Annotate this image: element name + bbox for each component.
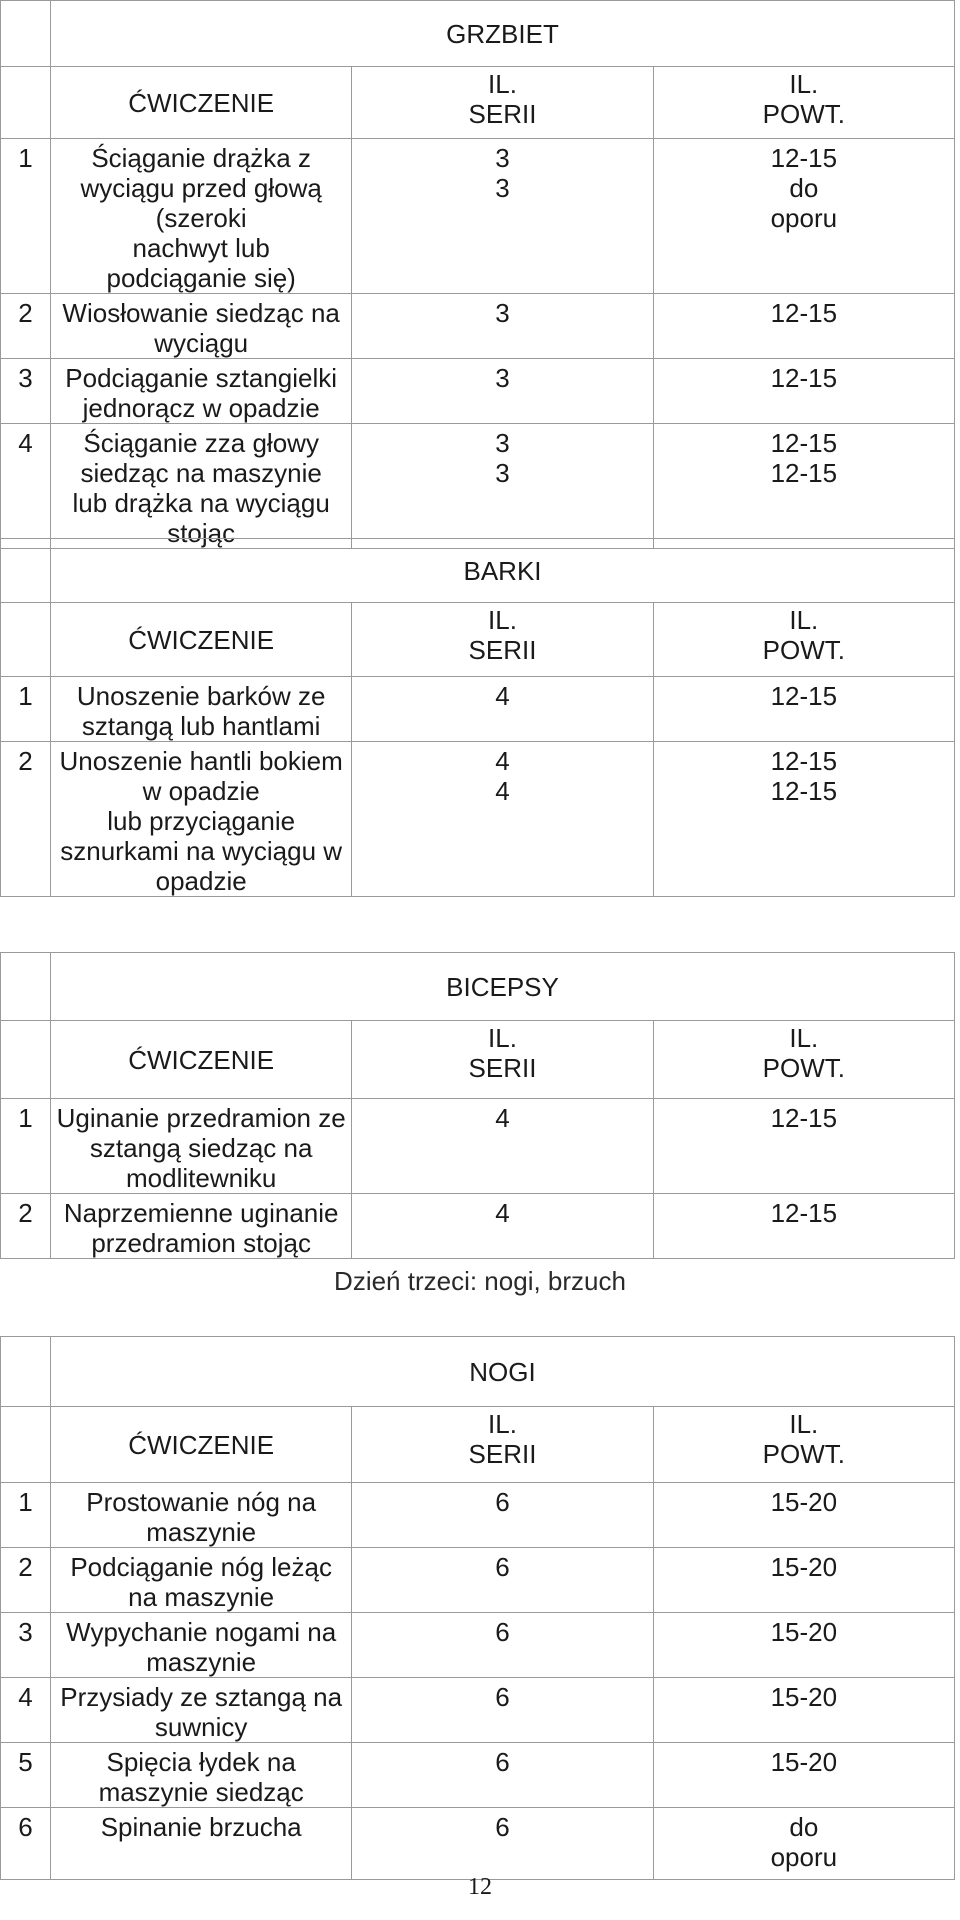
- row-number: 1: [1, 1099, 51, 1194]
- table-row: [1, 1548, 955, 1613]
- row-number: 2: [1, 1194, 51, 1259]
- sets-value: 4: [352, 677, 653, 742]
- header-exercise: ĆWICZENIE: [51, 1021, 352, 1099]
- exercise-name: Podciąganie sztangielki jednorącz w opadzie: [51, 359, 352, 424]
- table-row: [1, 1194, 955, 1259]
- table-row: [1, 1678, 955, 1743]
- corner-cell: [1, 603, 51, 677]
- reps-value: 12-15 12-15: [653, 742, 954, 897]
- section-title: GRZBIET: [51, 1, 955, 67]
- reps-value: 15-20: [653, 1483, 954, 1548]
- sets-value: 3 3: [352, 424, 653, 549]
- header-reps: IL. POWT.: [653, 603, 954, 677]
- table-row: [1, 1483, 955, 1548]
- sets-value: 6: [352, 1548, 653, 1613]
- sets-value: 6: [352, 1743, 653, 1808]
- row-number: 5: [1, 1743, 51, 1808]
- table-bicepsy: [0, 952, 955, 1259]
- table-row: [1, 1808, 955, 1880]
- header-sets: IL. SERII: [352, 1407, 653, 1483]
- table-barki: [0, 538, 955, 897]
- sets-value: 4: [352, 1194, 653, 1259]
- table-row: [1, 424, 955, 549]
- sets-value: 4 4: [352, 742, 653, 897]
- exercise-name: Ściąganie drążka z wyciągu przed głową (szeroki nachwyt lub podciąganie się): [51, 139, 352, 294]
- row-number: 1: [1, 677, 51, 742]
- reps-value: 15-20: [653, 1743, 954, 1808]
- row-number: 2: [1, 742, 51, 897]
- header-exercise: ĆWICZENIE: [51, 1407, 352, 1483]
- exercise-name: Spinanie brzucha: [51, 1808, 352, 1880]
- exercise-name: Unoszenie barków ze sztangą lub hantlami: [51, 677, 352, 742]
- exercise-name: Naprzemienne uginanie przedramion stojąc: [51, 1194, 352, 1259]
- row-number: 2: [1, 1548, 51, 1613]
- row-number: 1: [1, 139, 51, 294]
- reps-value: 15-20: [653, 1678, 954, 1743]
- corner-cell: [1, 1, 51, 67]
- exercise-name: Ściąganie zza głowy siedząc na maszynie lub drążka na wyciągu stojąc: [51, 424, 352, 549]
- reps-value: 12-15 12-15: [653, 424, 954, 549]
- table-row: [1, 139, 955, 294]
- sets-value: 6: [352, 1808, 653, 1880]
- exercise-name: Unoszenie hantli bokiem w opadzie lub przyciąganie sznurkami na wyciągu w opadzie: [51, 742, 352, 897]
- corner-cell: [1, 1407, 51, 1483]
- sets-value: 3 3: [352, 139, 653, 294]
- table-row: [1, 677, 955, 742]
- table-row: [1, 1743, 955, 1808]
- corner-cell: [1, 539, 51, 603]
- row-number: 4: [1, 1678, 51, 1743]
- table-grzbiet: [0, 0, 955, 549]
- reps-value: 15-20: [653, 1548, 954, 1613]
- table-row: [1, 359, 955, 424]
- corner-cell: [1, 953, 51, 1021]
- reps-value: 12-15: [653, 1099, 954, 1194]
- header-reps: IL. POWT.: [653, 67, 954, 139]
- reps-value: 15-20: [653, 1613, 954, 1678]
- exercise-name: Wiosłowanie siedząc na wyciągu: [51, 294, 352, 359]
- exercise-name: Prostowanie nóg na maszynie: [51, 1483, 352, 1548]
- page-number: 12: [468, 1874, 492, 1900]
- header-exercise: ĆWICZENIE: [51, 603, 352, 677]
- table-row: [1, 1613, 955, 1678]
- corner-cell: [1, 1337, 51, 1407]
- reps-value: 12-15 do oporu: [653, 139, 954, 294]
- row-number: 1: [1, 1483, 51, 1548]
- table-row: [1, 1099, 955, 1194]
- row-number: 4: [1, 424, 51, 549]
- sets-value: 6: [352, 1678, 653, 1743]
- table-row: [1, 294, 955, 359]
- corner-cell: [1, 1021, 51, 1099]
- header-reps: IL. POWT.: [653, 1407, 954, 1483]
- exercise-name: Przysiady ze sztangą na suwnicy: [51, 1678, 352, 1743]
- header-sets: IL. SERII: [352, 67, 653, 139]
- sets-value: 3: [352, 294, 653, 359]
- section-title: BARKI: [51, 539, 955, 603]
- reps-value: 12-15: [653, 359, 954, 424]
- table-nogi: [0, 1336, 955, 1880]
- sets-value: 6: [352, 1483, 653, 1548]
- header-reps: IL. POWT.: [653, 1021, 954, 1099]
- row-number: 3: [1, 1613, 51, 1678]
- sets-value: 6: [352, 1613, 653, 1678]
- section-title: NOGI: [51, 1337, 955, 1407]
- reps-value: do oporu: [653, 1808, 954, 1880]
- header-sets: IL. SERII: [352, 1021, 653, 1099]
- row-number: 6: [1, 1808, 51, 1880]
- exercise-name: Uginanie przedramion ze sztangą siedząc na modlitewniku: [51, 1099, 352, 1194]
- row-number: 2: [1, 294, 51, 359]
- table-row: [1, 742, 955, 897]
- reps-value: 12-15: [653, 294, 954, 359]
- sets-value: 4: [352, 1099, 653, 1194]
- row-number: 3: [1, 359, 51, 424]
- reps-value: 12-15: [653, 1194, 954, 1259]
- header-sets: IL. SERII: [352, 603, 653, 677]
- corner-cell: [1, 67, 51, 139]
- day-caption: Dzień trzeci: nogi, brzuch: [334, 1266, 626, 1296]
- sets-value: 3: [352, 359, 653, 424]
- header-exercise: ĆWICZENIE: [51, 67, 352, 139]
- exercise-name: Wypychanie nogami na maszynie: [51, 1613, 352, 1678]
- reps-value: 12-15: [653, 677, 954, 742]
- exercise-name: Podciąganie nóg leżąc na maszynie: [51, 1548, 352, 1613]
- exercise-name: Spięcia łydek na maszynie siedząc: [51, 1743, 352, 1808]
- section-title: BICEPSY: [51, 953, 955, 1021]
